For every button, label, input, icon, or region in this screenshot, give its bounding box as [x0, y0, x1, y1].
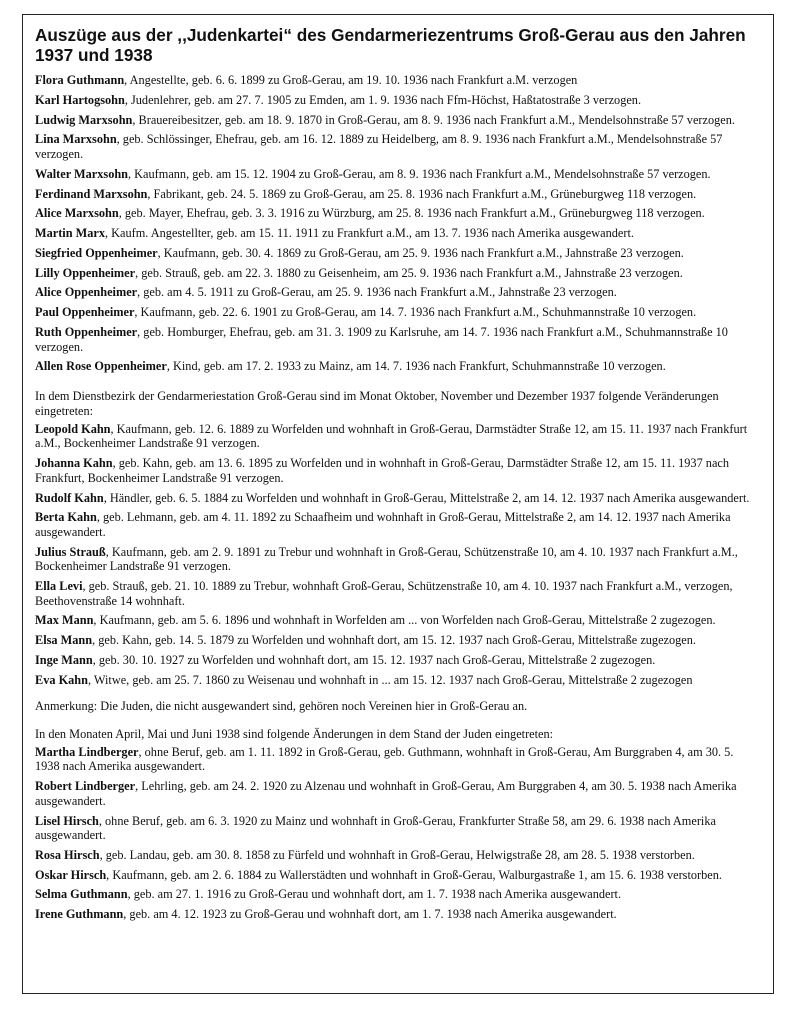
record-details: , geb. am 27. 1. 1916 zu Groß-Gerau und wohnhaft dort, am 1. 7. 1938 nach Amerika ausgewandert. [127, 887, 622, 902]
person-name: Flora Guthmann [35, 73, 125, 87]
record-entry [35, 167, 761, 182]
person-name: Elsa Mann [35, 633, 93, 648]
record-details: , geb. Kahn, geb. am 13. 6. 1895 zu Worfelden und in wohnhaft in Groß-Gerau, Darmstädter Straße 12, am 15. 11. 1937 nach Frankfurt, Bockenheimer Landstraße 91 verzogen. [35, 456, 730, 485]
person-name: Leopold Kahn [35, 421, 111, 436]
record-entry [35, 633, 761, 648]
record-details: , ohne Beruf, geb. am 6. 3. 1920 zu Mainz und wohnhaft in Groß-Gerau, Frankfurter Straße 58, am 29. 6. 1938 nach Amerika ausgewandert. [35, 813, 716, 843]
record-entry [35, 187, 761, 202]
record-entry [35, 545, 761, 574]
person-name: Rosa Hirsch [35, 847, 100, 862]
record-details: , geb. Strauß, geb. 21. 10. 1889 zu Trebur, wohnhaft Groß-Gerau, Schützenstraße 10, am 4. 10. 1937 nach Frankfurt a.M., verzogen, Beethovenstraße 14 wohnhaft. [35, 579, 733, 608]
record-entry [35, 868, 761, 883]
record-details: , Kaufmann, geb. 30. 4. 1869 zu Groß-Gerau, am 25. 9. 1936 nach Frankfurt a.M., Jahnstraße 23 verzogen. [157, 245, 684, 260]
record-details: , Kaufmann, geb. am 15. 12. 1904 zu Groß-Gerau, am 8. 9. 1936 nach Frankfurt a.M., Mendelsohnstraße 57 verzogen. [128, 166, 711, 181]
document-title: Auszüge aus der ,,Judenkartei“ des Gendarmeriezentrums Groß-Gerau aus den Jahren 1937 und 1938 [35, 25, 746, 65]
record-details: , geb. Schlössinger, Ehefrau, geb. am 16. 12. 1889 zu Heidelberg, am 8. 9. 1936 nach Frankfurt a.M., Mendelsohnstraße 57 verzogen. [35, 132, 723, 161]
person-name: Martin Marx [35, 226, 105, 241]
person-name: Lina Marxsohn [35, 132, 117, 147]
person-name: Siegfried Oppenheimer [35, 245, 158, 260]
record-details: , Judenlehrer, geb. am 27. 7. 1905 zu Emden, am 1. 9. 1936 nach Ffm-Höchst, Haßtatostraße 3 verzogen. [124, 92, 642, 107]
record-entry [35, 613, 761, 628]
person-name: Berta Kahn [35, 510, 97, 525]
person-name: Karl Hartogsohn [35, 92, 125, 107]
record-details: , geb. 30. 10. 1927 zu Worfelden und wohnhaft dort, am 15. 12. 1937 nach Groß-Gerau, Mittelstraße 2 zugezogen. [92, 653, 656, 668]
record-entry [35, 132, 761, 161]
person-name: Max Mann [35, 613, 94, 628]
person-name: Walter Marxsohn [35, 166, 129, 181]
record-details: , ohne Beruf, geb. am 1. 11. 1892 in Groß-Gerau, geb. Guthmann, wohnhaft in Groß-Gerau, Am Burggraben 4, am 30. 5. 1938 nach Amerika ausgewandert. [35, 744, 734, 774]
person-name: Irene Guthmann [35, 907, 124, 922]
note: Anmerkung: Die Juden, die nicht ausgewandert sind, gehören noch Vereinen hier in Groß-Gerau an. [35, 698, 528, 713]
person-name: Eva Kahn [35, 672, 88, 687]
record-entry [35, 673, 761, 688]
person-name: Julius Strauß [35, 544, 106, 559]
person-name: Rudolf Kahn [35, 490, 104, 505]
record-details: , Kaufmann, geb. am 5. 6. 1896 und wohnhaft in Worfelden am ... von Worfelden nach Groß-Gerau, Mittelstraße 2 zugezogen. [93, 613, 716, 628]
record-details: , geb. Lehmann, geb. am 4. 11. 1892 zu Schaafheim und wohnhaft in Groß-Gerau, Mittelstraße 2, am 14. 12. 1937 nach Amerika ausgewandert. [35, 510, 731, 539]
person-name: Selma Guthmann [35, 887, 128, 902]
record-entry [35, 491, 761, 506]
record-details: , Kaufmann, geb. am 2. 9. 1891 zu Trebur und wohnhaft in Groß-Gerau, Schützenstraße 10, am 4. 10. 1937 nach Frankfurt a.M., Bockenheimer Landstraße 91 verzogen. [35, 544, 738, 574]
person-name: Ferdinand Marxsohn [35, 186, 148, 201]
record-entry [35, 285, 761, 300]
person-name: Alice Oppenheimer [35, 285, 138, 300]
document-page [22, 14, 774, 994]
record-details: , Kind, geb. am 17. 2. 1933 zu Mainz, am 14. 7. 1936 nach Frankfurt, Schuhmannstraße 10 verzogen. [166, 359, 666, 374]
record-entry [35, 579, 761, 608]
person-name: Inge Mann [35, 653, 93, 668]
record-entry [35, 359, 761, 374]
record-entry [35, 113, 761, 128]
person-name: Lilly Oppenheimer [35, 265, 136, 280]
record-entry [35, 510, 761, 539]
record-entry [35, 325, 761, 354]
record-details: , Lehrling, geb. am 24. 2. 1920 zu Alzenau und wohnhaft in Groß-Gerau, Am Burggraben 4, am 30. 5. 1938 nach Amerika ausgewandert. [35, 779, 737, 808]
section-1937-list [35, 422, 761, 688]
record-details: , Fabrikant, geb. 24. 5. 1869 zu Groß-Gerau, am 25. 8. 1936 nach Frankfurt a.M., Grüneburgweg 118 verzogen. [147, 186, 697, 201]
record-details: , geb. Kahn, geb. 14. 5. 1879 zu Worfelden und wohnhaft dort, am 15. 12. 1937 nach Groß-Gerau, Mittelstraße zugezogen. [92, 633, 696, 648]
record-entry [35, 814, 761, 843]
record-details: , geb. am 4. 5. 1911 zu Groß-Gerau, am 25. 9. 1936 nach Frankfurt a.M., Jahnstraße 23 verzogen. [137, 285, 617, 300]
person-name: Alice Marxsohn [35, 206, 119, 221]
record-entry [35, 653, 761, 668]
record-details: , Witwe, geb. am 25. 7. 1860 zu Weisenau und wohnhaft in ... am 15. 12. 1937 nach Groß-Gerau, Mittelstraße 2 zugezogen [87, 672, 693, 687]
record-entry [35, 745, 761, 774]
record-entry [35, 73, 761, 88]
person-name: Ella Levi [35, 579, 83, 594]
person-name: Johanna Kahn [35, 456, 113, 471]
section-1936-list [35, 73, 761, 374]
record-entry [35, 422, 761, 451]
record-entry [35, 206, 761, 221]
record-details: , Brauereibesitzer, geb. am 18. 9. 1870 in Groß-Gerau, am 8. 9. 1936 nach Frankfurt a.M., Mendelsohnstraße 57 verzogen. [132, 112, 735, 127]
person-name: Paul Oppenheimer [35, 305, 135, 320]
record-details: , geb. Strauß, geb. am 22. 3. 1880 zu Geisenheim, am 25. 9. 1936 nach Frankfurt a.M., Jahnstraße 23 verzogen. [135, 265, 683, 280]
record-entry [35, 226, 761, 241]
person-name: Allen Rose Oppenheimer [35, 359, 167, 374]
record-details: , geb. Homburger, Ehefrau, geb. am 31. 3. 1909 zu Karlsruhe, am 14. 7. 1936 nach Frankfurt a.M., Schuhmannstraße 10 verzogen. [35, 324, 728, 354]
record-details: , Händler, geb. 6. 5. 1884 zu Worfelden und wohnhaft in Groß-Gerau, Mittelstraße 2, am 14. 12. 1937 nach Amerika ausgewandert. [103, 490, 750, 505]
section-1938-list [35, 745, 761, 922]
record-details: , geb. am 4. 12. 1923 zu Groß-Gerau und wohnhaft dort, am 1. 7. 1938 nach Amerika ausgewandert. [123, 907, 617, 922]
record-details: , Kaufmann, geb. am 2. 6. 1884 zu Wallerstädten und wohnhaft in Groß-Gerau, Walburgastraße 1, am 15. 6. 1938 verstorben. [106, 867, 722, 882]
person-name: Oskar Hirsch [35, 867, 107, 882]
record-entry [35, 305, 761, 320]
record-details: , Kaufmann, geb. 12. 6. 1889 zu Worfelden und wohnhaft in Groß-Gerau, Darmstädter Straße 12, am 15. 11. 1937 nach Frankfurt a.M., Bockenheimer Landstraße 91 verzogen. [35, 421, 748, 451]
record-entry [35, 93, 761, 108]
record-entry [35, 848, 761, 863]
person-name: Lisel Hirsch [35, 813, 99, 828]
record-details: , Angestellte, geb. 6. 6. 1899 zu Groß-Gerau, am 19. 10. 1936 nach Frankfurt a.M. verzogen [124, 73, 578, 87]
section-1938-intro: In den Monaten April, Mai und Juni 1938 sind folgende Änderungen in dem Stand der Juden eingetreten: [35, 726, 554, 741]
record-details: , geb. Mayer, Ehefrau, geb. 3. 3. 1916 zu Würzburg, am 25. 8. 1936 nach Frankfurt a.M., Grüneburgweg 118 verzogen. [118, 206, 705, 221]
person-name: Robert Lindberger [35, 779, 136, 794]
record-entry [35, 779, 761, 808]
person-name: Ludwig Marxsohn [35, 112, 133, 127]
record-details: , Kaufmann, geb. 22. 6. 1901 zu Groß-Gerau, am 14. 7. 1936 nach Frankfurt a.M., Schuhmannstraße 10 verzogen. [134, 305, 697, 320]
record-entry [35, 887, 761, 902]
person-name: Ruth Oppenheimer [35, 324, 138, 339]
record-details: , Kaufm. Angestellter, geb. am 15. 11. 1911 zu Frankfurt a.M., am 13. 7. 1936 nach Amerika ausgewandert. [105, 226, 634, 241]
section-1937-intro: In dem Dienstbezirk der Gendarmeriestation Groß-Gerau sind im Monat Oktober, November und Dezember 1937 folgende Veränderungen eingetreten: [35, 389, 719, 418]
record-entry [35, 266, 761, 281]
record-entry [35, 456, 761, 485]
record-entry [35, 907, 761, 922]
record-details: , geb. Landau, geb. am 30. 8. 1858 zu Fürfeld und wohnhaft in Groß-Gerau, Helwigstraße 28, am 28. 5. 1938 verstorben. [99, 847, 695, 862]
record-entry [35, 246, 761, 261]
person-name: Martha Lindberger [35, 744, 139, 759]
